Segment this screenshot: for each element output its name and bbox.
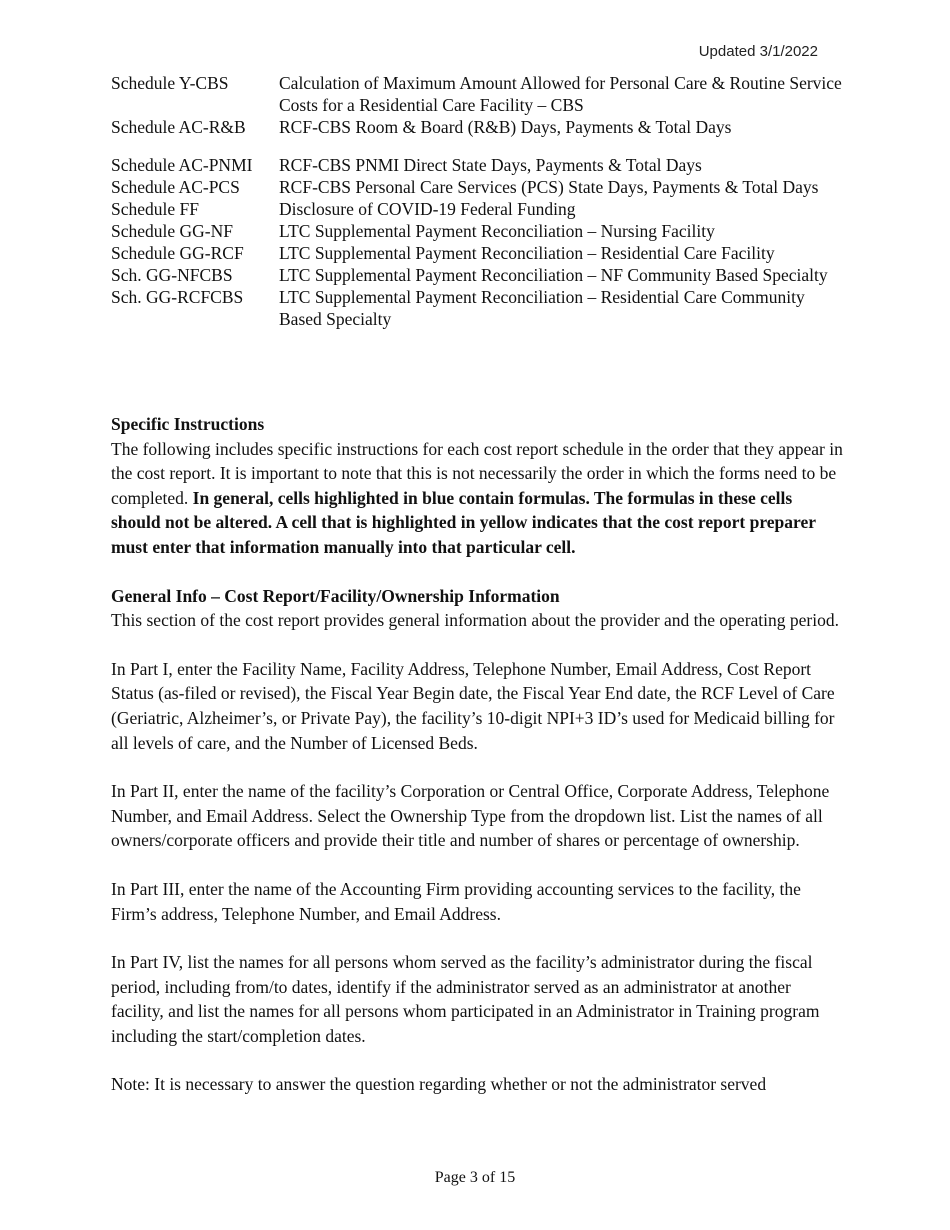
- general-info-heading: General Info – Cost Report/Facility/Ownership Information: [111, 585, 560, 606]
- general-info-intro: This section of the cost report provides general information about the provider and the operating period.: [111, 610, 839, 631]
- schedule-row: [111, 198, 851, 220]
- schedule-description: LTC Supplemental Payment Reconciliation – Nursing Facility: [279, 221, 715, 241]
- schedule-code: Schedule GG-NF: [111, 221, 233, 241]
- note-paragraph: Note: It is necessary to answer the question regarding whether or not the administrator served: [111, 1074, 767, 1095]
- schedule-code: Schedule GG-RCF: [111, 243, 244, 263]
- schedule-row: [111, 176, 851, 198]
- schedule-list: [111, 72, 851, 330]
- schedule-description: LTC Supplemental Payment Reconciliation – NF Community Based Specialty: [279, 265, 828, 285]
- page-number: Page 3 of 15: [434, 1169, 516, 1186]
- schedule-code: Sch. GG-NFCBS: [111, 265, 233, 285]
- schedule-row: [111, 154, 851, 176]
- schedule-description: LTC Supplemental Payment Reconciliation – Residential Care Community Based Specialty: [279, 287, 805, 329]
- part-4-paragraph: In Part IV, list the names for all persons whom served as the facility’s administrator during the fiscal period, including from/to dates, identify if the administrator served as an administrator at another facility, and list the names for all persons whom participated in an Administrator in Training program including the start/completion dates.: [111, 952, 820, 1046]
- part-3-paragraph: In Part III, enter the name of the Accounting Firm providing accounting services to the facility, the Firm’s address, Telephone Number, and Email Address.: [111, 878, 801, 924]
- schedule-description: Disclosure of COVID-19 Federal Funding: [279, 199, 576, 219]
- schedule-row: [111, 264, 851, 286]
- schedule-code: Sch. GG-RCFCBS: [111, 287, 244, 307]
- schedule-description: RCF-CBS PNMI Direct State Days, Payments & Total Days: [279, 155, 702, 175]
- instructions-body: [111, 412, 846, 1121]
- schedule-description: LTC Supplemental Payment Reconciliation – Residential Care Facility: [279, 243, 775, 263]
- schedule-description: Calculation of Maximum Amount Allowed for Personal Care & Routine Service Costs for a Residential Care Facility – CBS: [279, 73, 842, 115]
- schedule-code: Schedule AC-PCS: [111, 177, 240, 197]
- schedule-code: Schedule FF: [111, 199, 199, 219]
- schedule-row: [111, 286, 851, 330]
- specific-instructions-heading: Specific Instructions: [111, 414, 265, 434]
- schedule-code: Schedule AC-R&B: [111, 117, 246, 137]
- schedule-row: [111, 242, 851, 264]
- specific-instructions-section: [111, 412, 846, 560]
- schedule-code: Schedule AC-PNMI: [111, 155, 253, 175]
- specific-instructions-bold-text: In general, cells highlighted in blue contain formulas. The formulas in these cells should not be altered. A cell that is highlighted in yellow indicates that the cost report preparer must enter that information manually into that particular cell.: [111, 487, 816, 557]
- updated-date: Updated 3/1/2022: [698, 43, 818, 60]
- part-1-paragraph: In Part I, enter the Facility Name, Facility Address, Telephone Number, Email Address, Cost Report Status (as-filed or revised), the Fiscal Year Begin date, the Fiscal Year End date, the RCF Level of Care (Geriatric, Alzheimer’s, or Private Pay), the facility’s 10-digit NPI+3 ID’s used for Medicaid billing for all levels of care, and the Number of Licensed Beds.: [111, 658, 835, 753]
- specific-instructions-text: The following includes specific instructions for each cost report schedule in the order that they appear in the cost report. It is important to note that this is not necessarily the order in which the forms need to be completed.: [111, 438, 843, 508]
- schedule-row: [111, 116, 851, 138]
- schedule-code: Schedule Y-CBS: [111, 73, 229, 93]
- schedule-description: RCF-CBS Room & Board (R&B) Days, Payments & Total Days: [279, 117, 732, 137]
- schedule-description: RCF-CBS Personal Care Services (PCS) State Days, Payments & Total Days: [279, 177, 819, 197]
- part-2-paragraph: In Part II, enter the name of the facility’s Corporation or Central Office, Corporate Address, Telephone Number, and Email Address. Select the Ownership Type from the dropdown list. List the names of all owners/corporate officers and provide their title and number of shares or percentage of ownership.: [111, 781, 830, 851]
- schedule-row: [111, 72, 851, 116]
- spacer: [111, 138, 851, 154]
- schedule-row: [111, 220, 851, 242]
- general-info-section: [111, 584, 846, 633]
